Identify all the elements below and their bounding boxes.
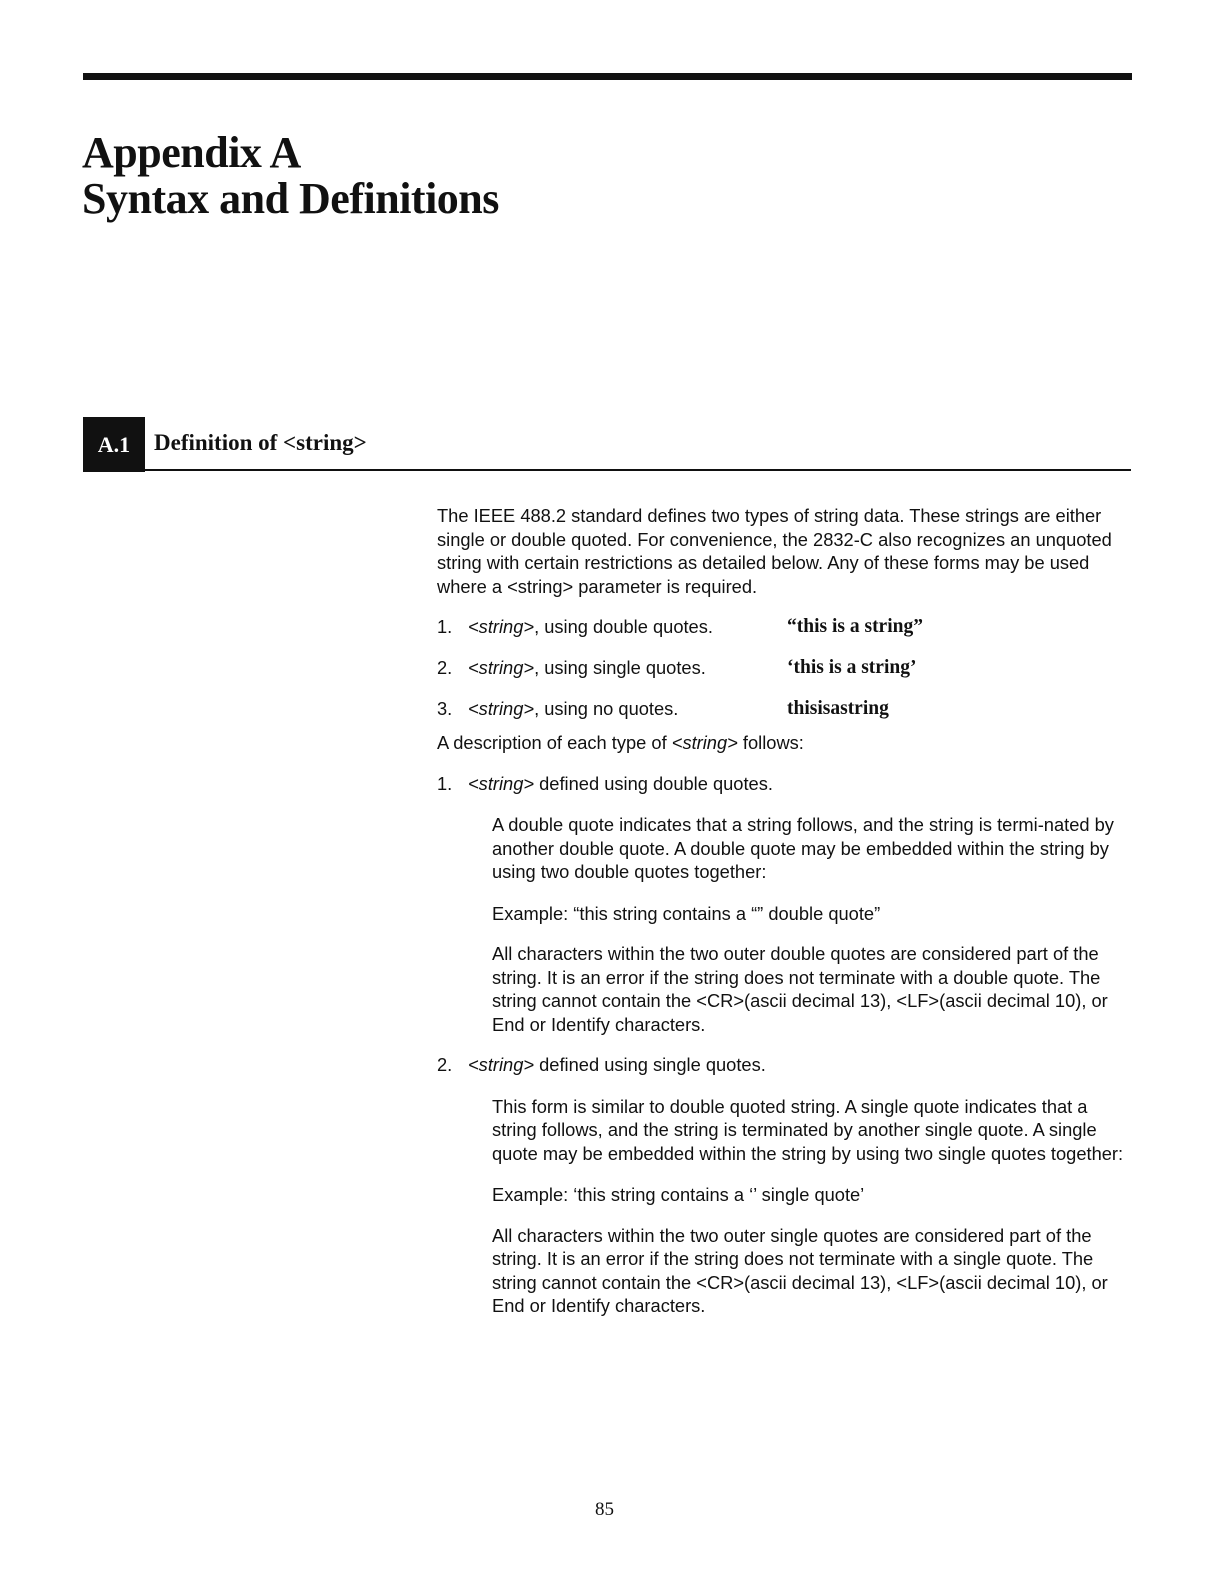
single-quote-example: Example: ‘this string contains a ‘’ single quote’ [492, 1184, 865, 1205]
section-rule [83, 469, 1131, 471]
list-number: 2. [437, 1054, 453, 1075]
single-quote-paragraph: This form is similar to double quoted string. A single quote indicates that a string follows, and the string is terminated by another single quote. A single quote may be embedded within the string by using two single quotes together: [492, 1095, 1124, 1164]
lead-text-after: follows: [737, 732, 804, 753]
list-number: 2. [437, 657, 453, 678]
lead-text-before: A description of each type of [437, 732, 672, 753]
top-rule [83, 73, 1132, 80]
section-title: Definition of <string> [154, 430, 367, 455]
double-quote-rules: All characters within the two outer double quotes are considered part of the string. It is an error if the string does not terminate with a double quote. The string cannot contain the <CR>(ascii decimal 13), <LF>(ascii decimal 10), or End or Identify characters. [492, 943, 1108, 1035]
list-example: ‘this is a string’ [787, 657, 917, 678]
list-description [468, 656, 706, 680]
title-line-appendix: Appendix A [82, 128, 301, 177]
string-tag: <string> [468, 698, 535, 719]
list-item [437, 615, 1137, 656]
double-quote-paragraph: A double quote indicates that a string follows, and the string is termi-nated by another double quote. A double quote may be embedded within the string by using two double quotes together: [492, 814, 1114, 882]
list-description-text: , using double quotes. [534, 616, 713, 637]
single-quote-rules: All characters within the two outer single quotes are considered part of the string. It is an error if the string does not terminate with a single quote. The string cannot contain the <CR>(ascii decimal 13), <LF>(ascii decimal 10), or End or Identify characters. [492, 1224, 1108, 1316]
list-number: 3. [437, 698, 453, 719]
list-description-text: , using no quotes. [534, 698, 679, 719]
list-description [468, 615, 713, 639]
double-quote-example: Example: “this string contains a “” double quote” [492, 902, 881, 924]
string-tag: <string> [468, 616, 535, 637]
list-item [437, 697, 1137, 738]
list-description-text: , using single quotes. [534, 657, 706, 678]
heading-text: defined using double quotes. [534, 772, 773, 794]
string-tag: <string> [468, 657, 535, 678]
page-title [82, 130, 499, 222]
list-number: 1. [437, 772, 453, 794]
list-item [437, 656, 1137, 697]
heading-text: defined using single quotes. [534, 1054, 766, 1075]
string-tag: <string> [468, 1054, 535, 1075]
intro-paragraph: The IEEE 488.2 standard defines two types of string data. These strings are either single or double quoted. For convenience, the 2832-C also recognizes an unquoted string with certain restrictions as detailed below. Any of these forms may be used where a <string> parameter is required. [437, 505, 1112, 597]
string-tag: <string> [671, 732, 738, 753]
list-number: 1. [437, 616, 453, 637]
page-number: 85 [595, 1499, 614, 1520]
list-description [468, 697, 678, 721]
string-type-list [437, 615, 1137, 738]
single-quote-heading [437, 1053, 1137, 1077]
title-line-subject: Syntax and Definitions [82, 174, 499, 223]
string-tag: <string> [468, 772, 535, 794]
section-number-badge: A.1 [83, 417, 145, 472]
double-quote-heading [437, 772, 1137, 796]
list-example: thisisastring [787, 698, 889, 719]
list-example: “this is a string” [787, 616, 923, 637]
section-body [437, 504, 1137, 1318]
